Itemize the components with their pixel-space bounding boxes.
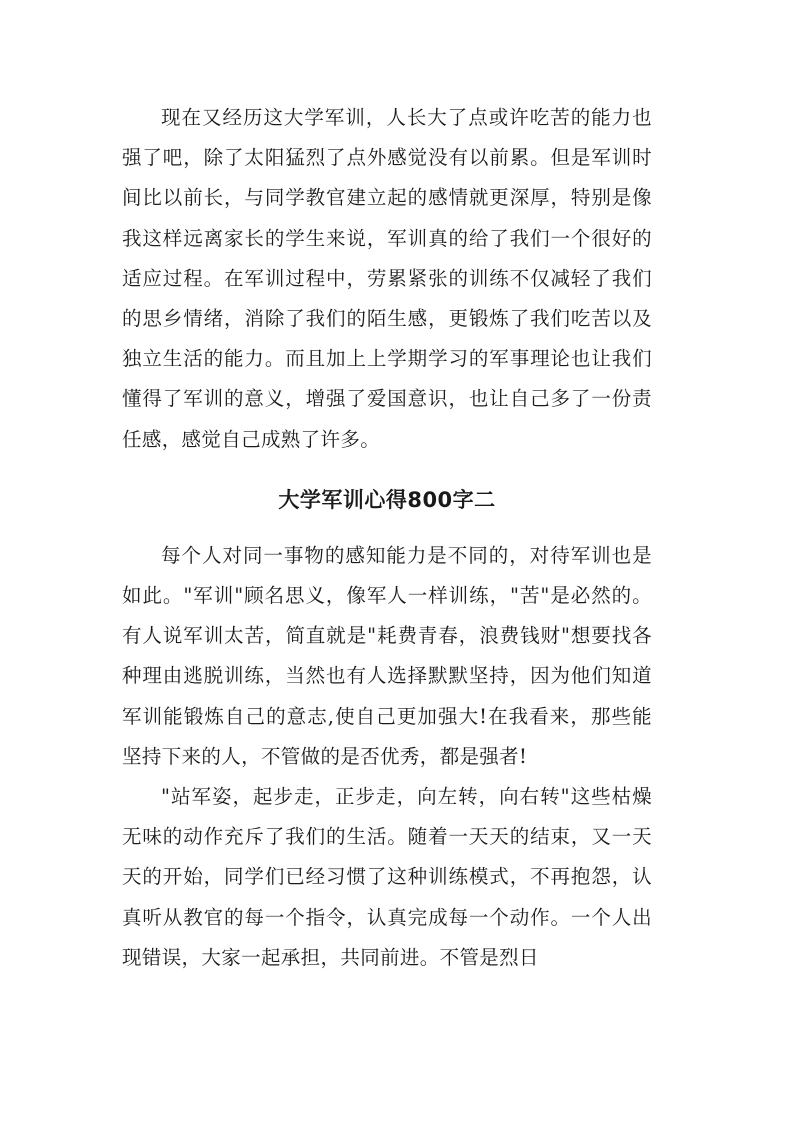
body-paragraph-2: 每个人对同一事物的感知能力是不同的，对待军训也是如此。"军训"顾名思义，像军人一样训练，"苦"是必然的。有人说军训太苦，简直就是"耗费青春，浪费钱财"想要找各种理由逃脱训练，当然也有人选择默默坚持，因为他们知道军训能锻炼自己的意志,使自己更加强大!在我看来，那些能坚持下来的人，不管做的是否优秀，都是强者! xyxy=(122,543,652,768)
section-heading: 大学军训心得800字二 xyxy=(278,487,496,512)
document-page xyxy=(122,98,652,978)
body-paragraph-1: 现在又经历这大学军训，人长大了点或许吃苦的能力也强了吧，除了太阳猛烈了点外感觉没有以前累。但是军训时间比以前长，与同学教官建立起的感情就更深厚，特别是像我这样远离家长的学生来说，军训真的给了我们一个很好的适应过程。在军训过程中，劳累紧张的训练不仅减轻了我们的思乡情绪，消除了我们的陌生感，更锻炼了我们吃苦以及独立生活的能力。而且加上上学期学习的军事理论也让我们懂得了军训的意义，增强了爱国意识，也让自己多了一份责任感，感觉自己成熟了许多。 xyxy=(122,106,652,451)
body-paragraph-3: "站军姿，起步走，正步走，向左转，向右转"这些枯燥无味的动作充斥了我们的生活。随着一天天的结束，又一天天的开始，同学们已经习惯了这种训练模式，不再抱怨，认真听从教官的每一个指令，认真完成每一个动作。一个人出现错误，大家一起承担，共同前进。不管是烈日 xyxy=(122,785,652,969)
